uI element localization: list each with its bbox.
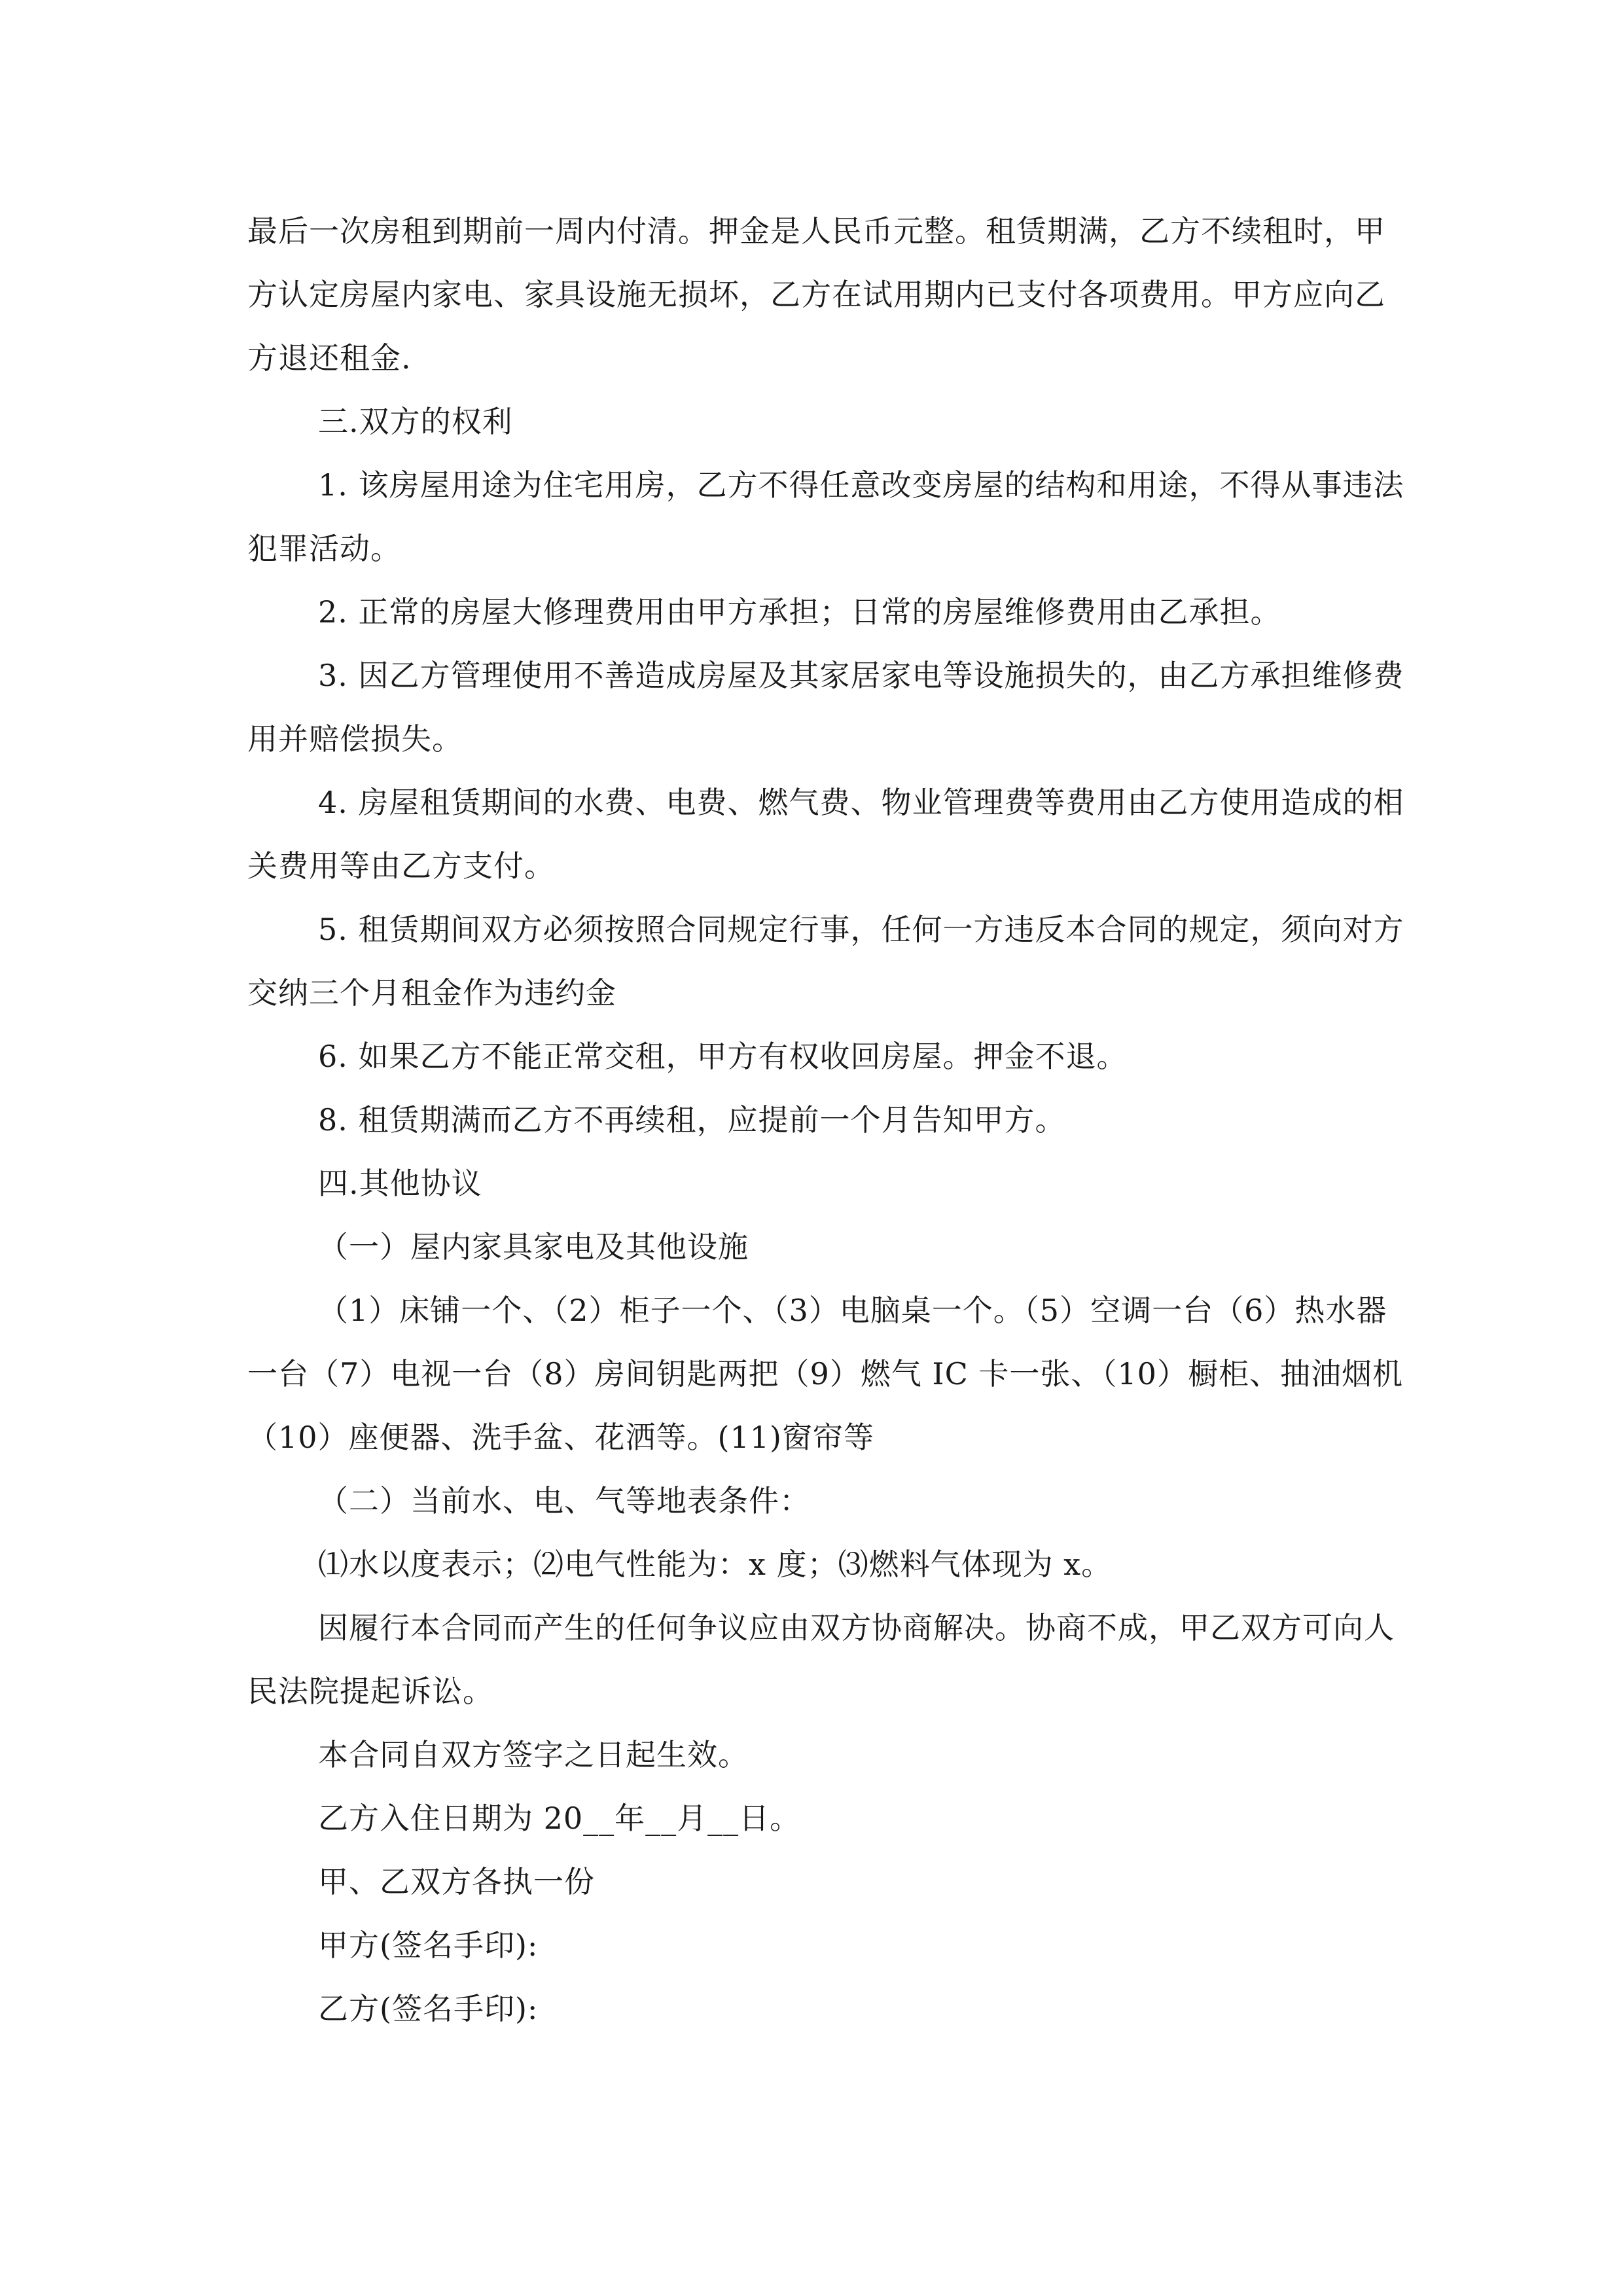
section-heading-other: 四.其他协议 — [318, 1166, 482, 1201]
move-in-date: 乙方入住日期为 20__年__月__日。 — [318, 1801, 801, 1836]
clause-6: 6. 如果乙方不能正常交租，甲方有权收回房屋。押金不退。 — [318, 1039, 1128, 1074]
clause-5: 5. 租赁期间双方必须按照合同规定行事，任何一方违反本合同的规定，须向对方交纳三个月租金作为违约金 — [247, 912, 1404, 1011]
clause-4: 4. 房屋租赁期间的水费、电费、燃气费、物业管理费等费用由乙方使用造成的相关费用等由乙方支付。 — [247, 785, 1404, 884]
effective-clause: 本合同自双方签字之日起生效。 — [318, 1737, 749, 1772]
clause-2: 2. 正常的房屋大修理费用由甲方承担；日常的房屋维修费用由乙承担。 — [318, 594, 1281, 630]
copies-clause: 甲、乙双方各执一份 — [318, 1864, 595, 1899]
paragraph-deposit-terms: 最后一次房租到期前一周内付清。押金是人民币元整。租赁期满，乙方不续租时，甲方认定房屋内家电、家具设施无损坏，乙方在试用期内已支付各项费用。甲方应向乙方退还租金. — [247, 213, 1385, 376]
dispute-clause: 因履行本合同而产生的任何争议应由双方协商解决。协商不成，甲乙双方可向人民法院提起诉讼。 — [247, 1610, 1395, 1709]
furniture-list: （1）床铺一个、（2）柜子一个、（3）电脑桌一个。（5）空调一台（6）热水器一台（7）电视一台（8）房间钥匙两把（9）燃气 IC 卡一张、（10）橱柜、抽油烟机（10）座便器、洗手盆、花洒等。(11)窗帘等 — [247, 1293, 1403, 1455]
subsection-furniture: （一）屋内家具家电及其他设施 — [318, 1229, 749, 1265]
meter-readings: ⑴水以度表示；⑵电气性能为：x 度；⑶燃料气体现为 x。 — [318, 1547, 1113, 1582]
party-a-signature: 甲方(签名手印): — [318, 1928, 539, 1963]
document-body — [247, 200, 1412, 2041]
section-heading-rights: 三.双方的权利 — [318, 404, 513, 439]
clause-3: 3. 因乙方管理使用不善造成房屋及其家居家电等设施损失的，由乙方承担维修费用并赔偿损失。 — [247, 658, 1404, 757]
clause-1: 1. 该房屋用途为住宅用房，乙方不得任意改变房屋的结构和用途，不得从事违法犯罪活动。 — [247, 467, 1404, 566]
party-b-signature: 乙方(签名手印): — [318, 1991, 539, 2026]
clause-8: 8. 租赁期满而乙方不再续租，应提前一个月告知甲方。 — [318, 1102, 1066, 1138]
subsection-meters: （二）当前水、电、气等地表条件： — [318, 1483, 810, 1518]
